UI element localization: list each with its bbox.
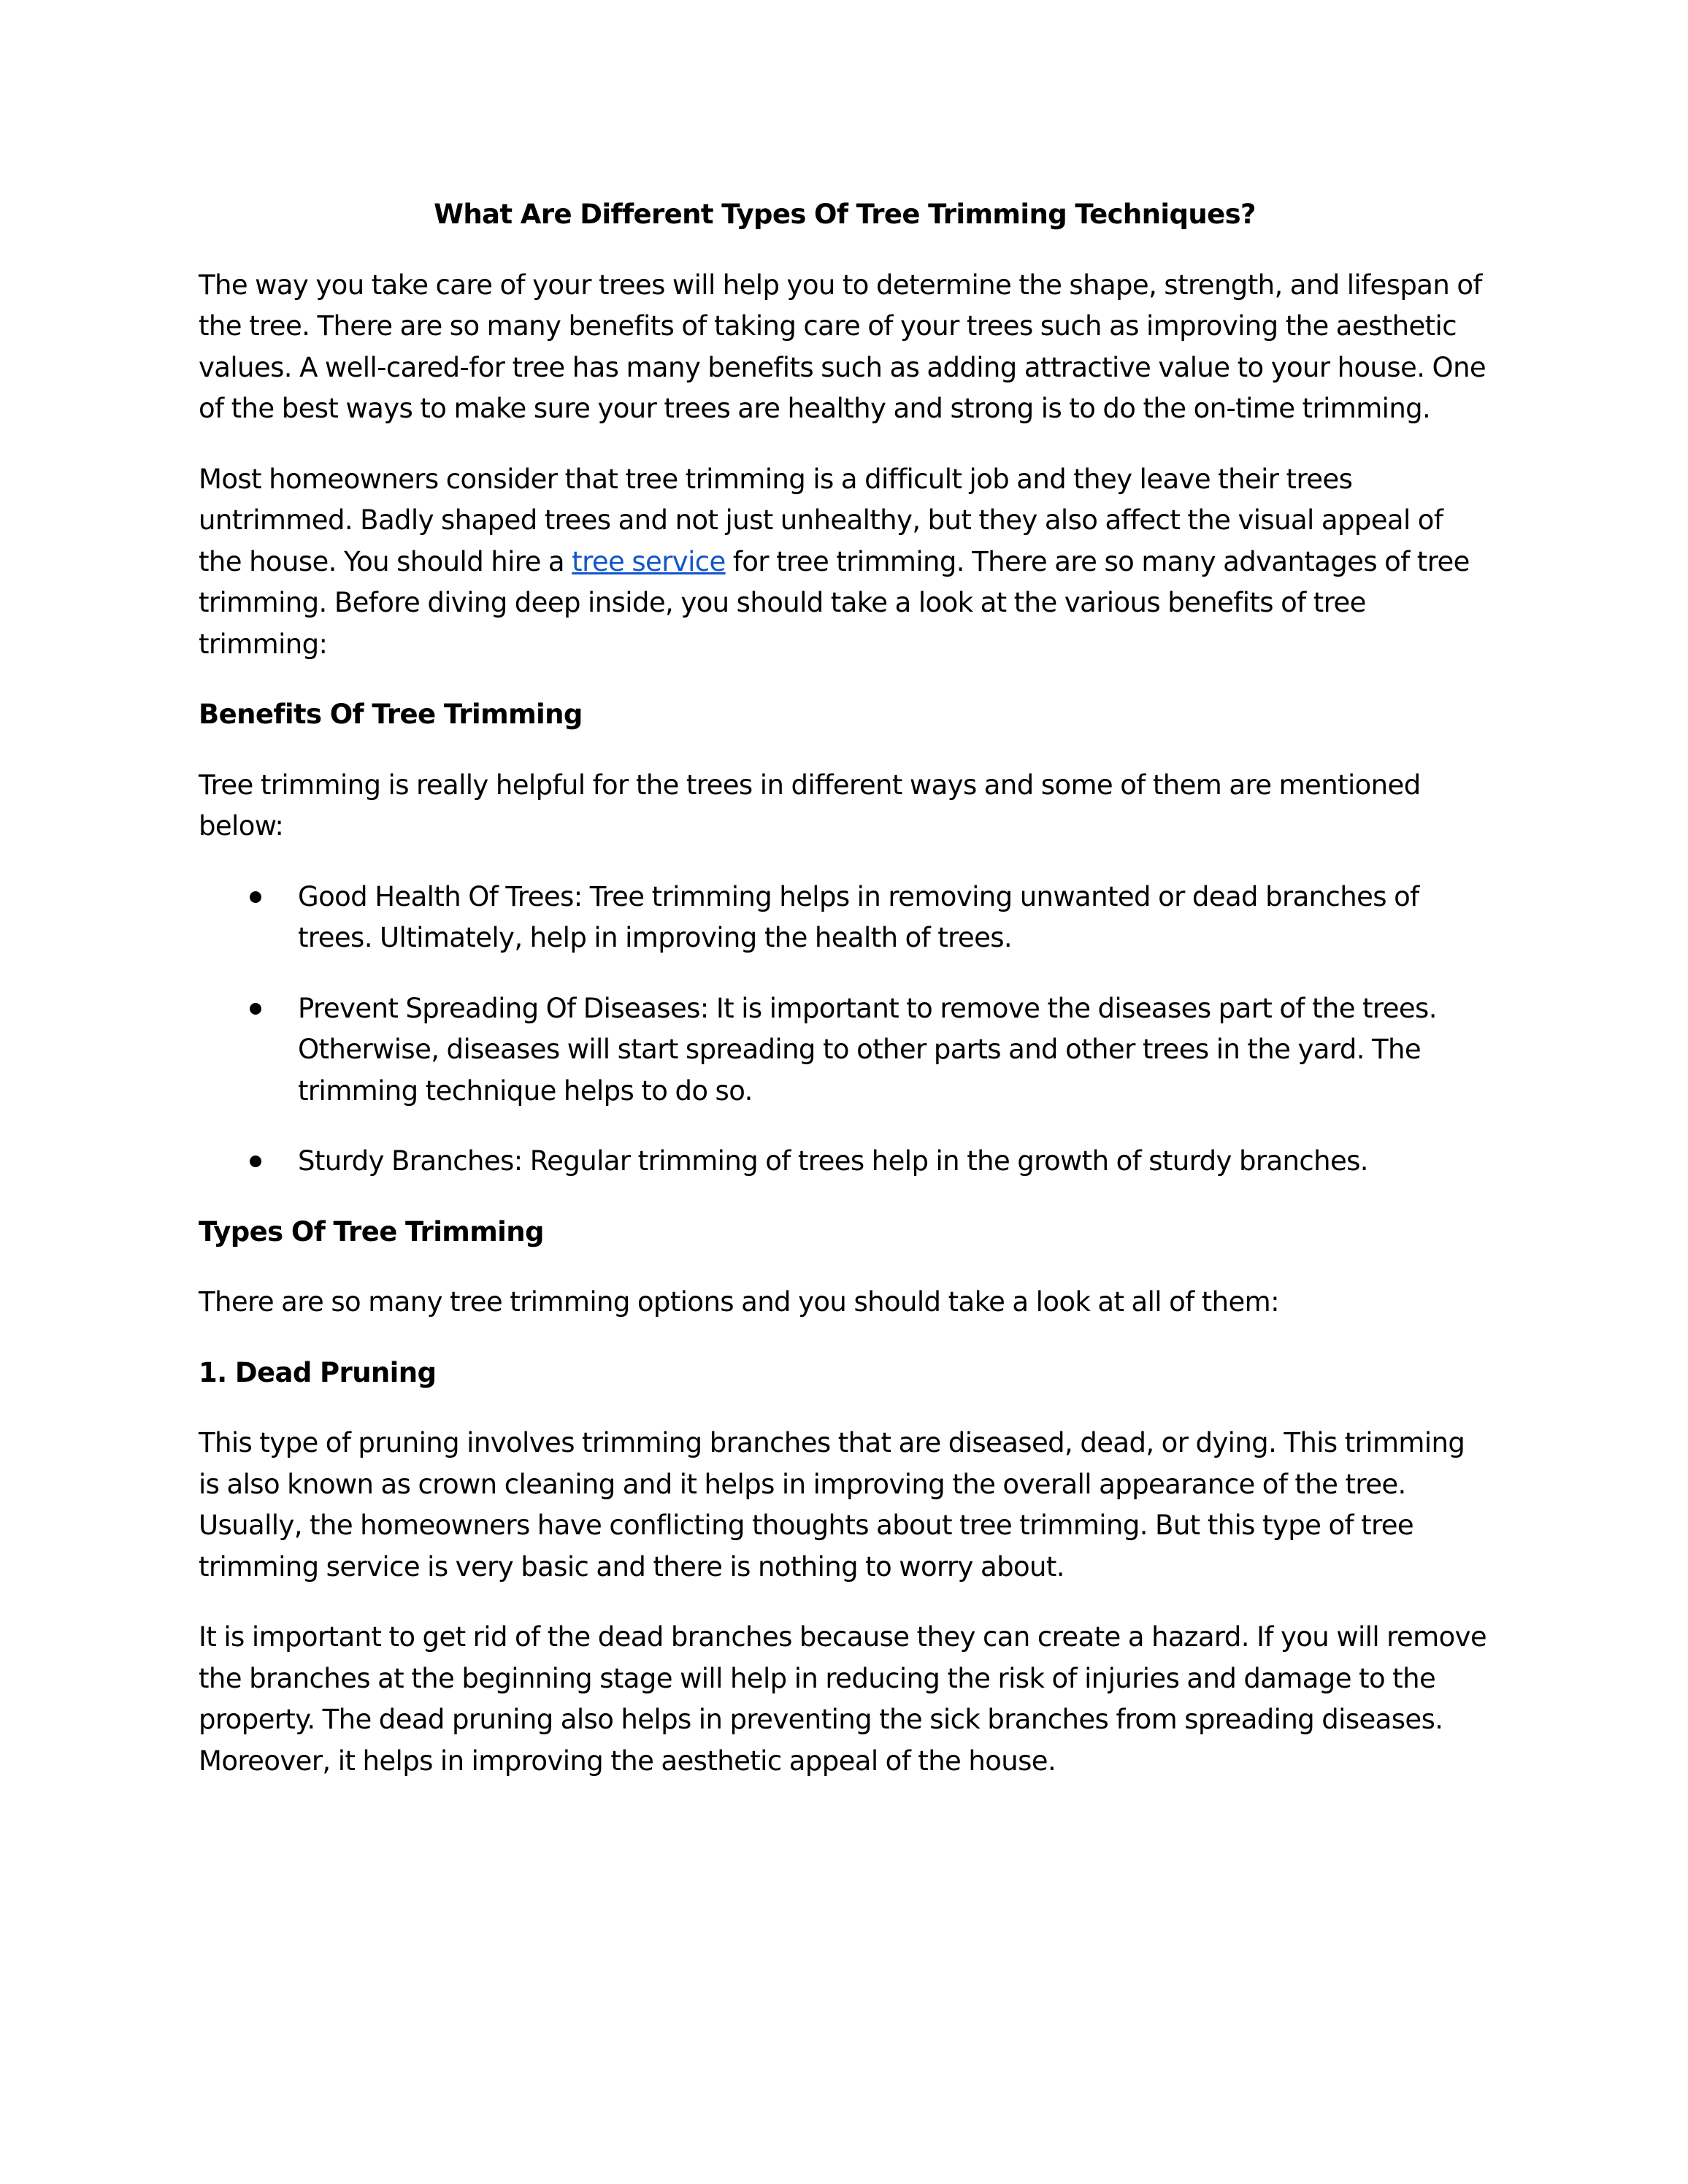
dead-pruning-paragraph-1: This type of pruning involves trimming branches that are diseased, dead, or dying. This trimming is also known as crown cleaning and it helps in improving the overall appearance of the tree. Usually, the homeowners have conflicting thoughts about tree trimming. But this type of tree trimming service is very basic and there is nothing to worry about.	[199, 1427, 1465, 1583]
bullet-icon	[250, 1156, 261, 1167]
second-paragraph	[199, 459, 1491, 666]
bullet-icon	[250, 891, 261, 903]
document-body	[199, 194, 1491, 1811]
dead-pruning-paragraph-2: It is important to get rid of the dead branches because they can create a hazard. If you will remove the branches at the beginning stage will help in reducing the risk of injuries and damage to the property. The dead pruning also helps in preventing the sick branches from spreading diseases. Moreover, it helps in improving the aesthetic appeal of the house.	[199, 1621, 1487, 1777]
second-paragraph-text-after-link: for tree trimming. There are so many advantages of tree trimming. Before diving deep inside, you should take a look at the various benefits of tree trimming:	[199, 545, 1470, 660]
benefit-list-item	[199, 1141, 1491, 1183]
dead-pruning-heading: 1. Dead Pruning	[199, 1356, 437, 1388]
tree-service-link[interactable]: tree service	[572, 545, 726, 577]
benefit-text: Good Health Of Trees: Tree trimming helps in removing unwanted or dead branches of trees. Ultimately, help in improving the health of trees.	[298, 880, 1419, 953]
benefits-list	[199, 877, 1491, 1183]
types-heading: Types Of Tree Trimming	[199, 1215, 544, 1247]
benefit-text: Sturdy Branches: Regular trimming of trees help in the growth of sturdy branches.	[298, 1145, 1368, 1177]
second-paragraph-text-before-link: Most homeowners consider that tree trimming is a difficult job and they leave their trees untrimmed. Badly shaped trees and not just unhealthy, but they also affect the visual appeal of the house. You should hire a	[199, 463, 1443, 577]
benefit-list-item	[199, 988, 1491, 1112]
document-title: What Are Different Types Of Tree Trimming Techniques?	[434, 199, 1256, 230]
benefits-heading: Benefits Of Tree Trimming	[199, 699, 583, 730]
benefit-list-item	[199, 877, 1491, 959]
benefits-intro: Tree trimming is really helpful for the trees in different ways and some of them are mentioned below:	[199, 769, 1421, 842]
intro-paragraph: The way you take care of your trees will help you to determine the shape, strength, and lifespan of the tree. There are so many benefits of taking care of your trees such as improving the aesthetic values. A well-cared-for tree has many benefits such as adding attractive value to your house. One of the best ways to make sure your trees are healthy and strong is to do the on-time trimming.	[199, 269, 1486, 424]
benefit-text: Prevent Spreading Of Diseases: It is important to remove the diseases part of the trees. Otherwise, diseases will start spreading to other parts and other trees in the yard. The trimming technique helps to do so.	[298, 992, 1437, 1107]
types-intro: There are so many tree trimming options and you should take a look at all of them:	[199, 1286, 1279, 1318]
bullet-icon	[250, 1003, 261, 1015]
